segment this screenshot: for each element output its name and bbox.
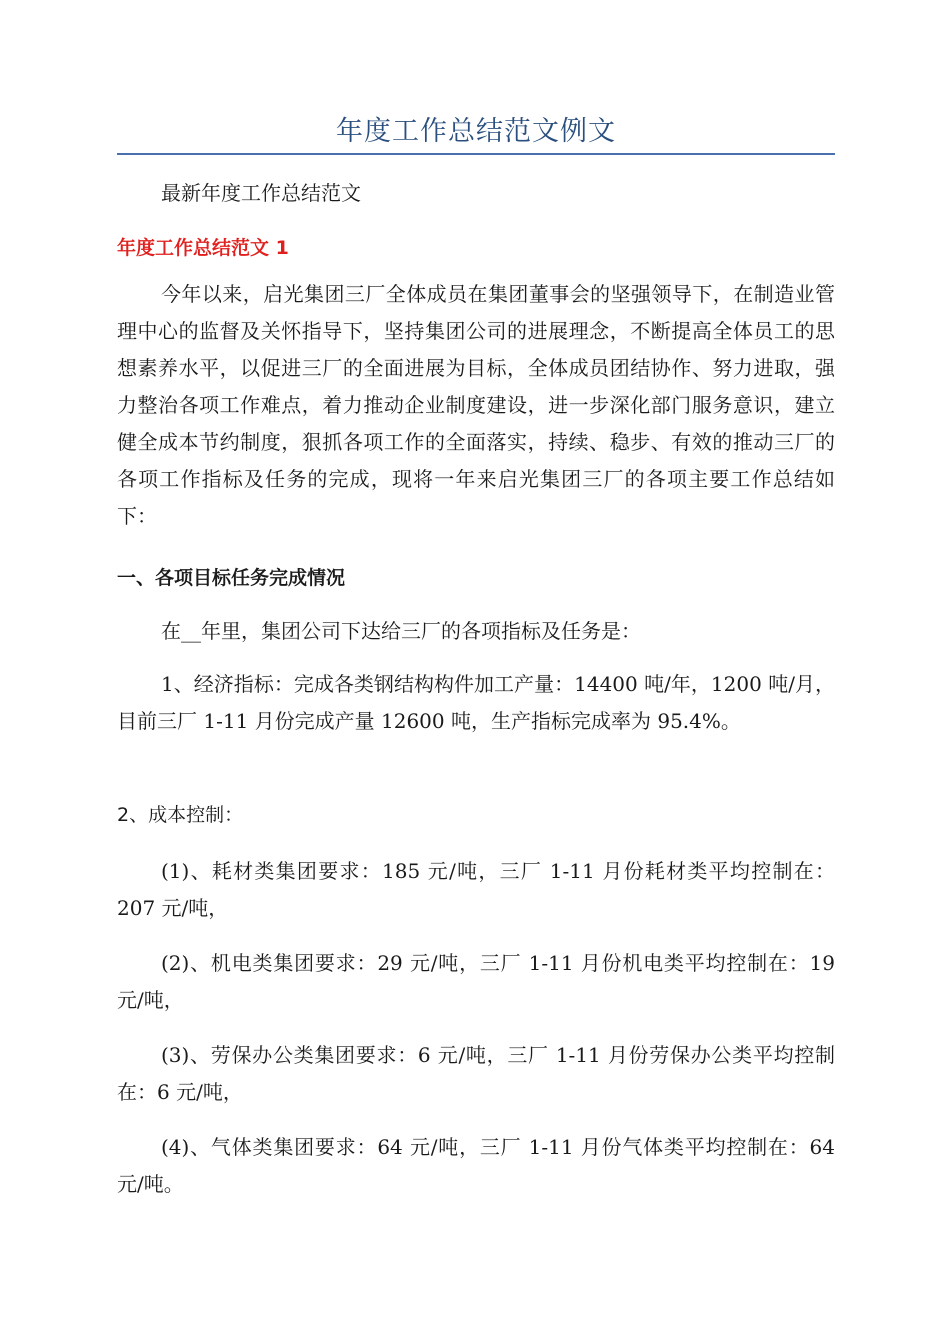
document-title: 年度工作总结范文例文 [336, 116, 616, 147]
economic-indicator-paragraph: 1、经济指标：完成各类钢结构构件加工产量：14400 吨/年，1200 吨/月，目前三厂 1-11 月份完成产量 12600 吨，生产指标完成率为 95.4%。 [117, 672, 835, 733]
cost-item: (4)、气体类集团要求：64 元/吨，三厂 1-11 月份气体类平均控制在：64 元/吨。 [117, 1135, 835, 1196]
section-heading: 年度工作总结范文 1 [117, 237, 289, 259]
cost-item: (2)、机电类集团要求：29 元/吨，三厂 1-11 月份机电类平均控制在：19 元/吨， [117, 951, 835, 1012]
title-underline [117, 153, 835, 155]
task-intro-paragraph: 在__年里，集团公司下达给三厂的各项指标及任务是： [161, 619, 641, 643]
cost-item: (3)、劳保办公类集团要求：6 元/吨，三厂 1-11 月份劳保办公类平均控制在：6 元/吨， [117, 1043, 835, 1104]
cost-control-heading: 2、成本控制： [117, 804, 244, 826]
intro-paragraph: 今年以来，启光集团三厂全体成员在集团董事会的坚强领导下，在制造业管理中心的监督及关怀指导下，坚持集团公司的进展理念，不断提高全体员工的思想素养水平，以促进三厂的全面进展为目标，全体成员团结协作、努力进取，强力整治各项工作难点，着力推动企业制度建设，进一步深化部门服务意识，建立健全成本节约制度，狠抓各项工作的全面落实，持续、稳步、有效的推动三厂的各项工作指标及任务的完成，现将一年来启光集团三厂的各项主要工作总结如下： [117, 282, 835, 528]
cost-item: (1)、耗材类集团要求：185 元/吨，三厂 1-11 月份耗材类平均控制在：207 元/吨， [117, 859, 835, 920]
document-subtitle: 最新年度工作总结范文 [161, 181, 361, 205]
heading-targets-completion: 一、各项目标任务完成情况 [117, 567, 346, 589]
